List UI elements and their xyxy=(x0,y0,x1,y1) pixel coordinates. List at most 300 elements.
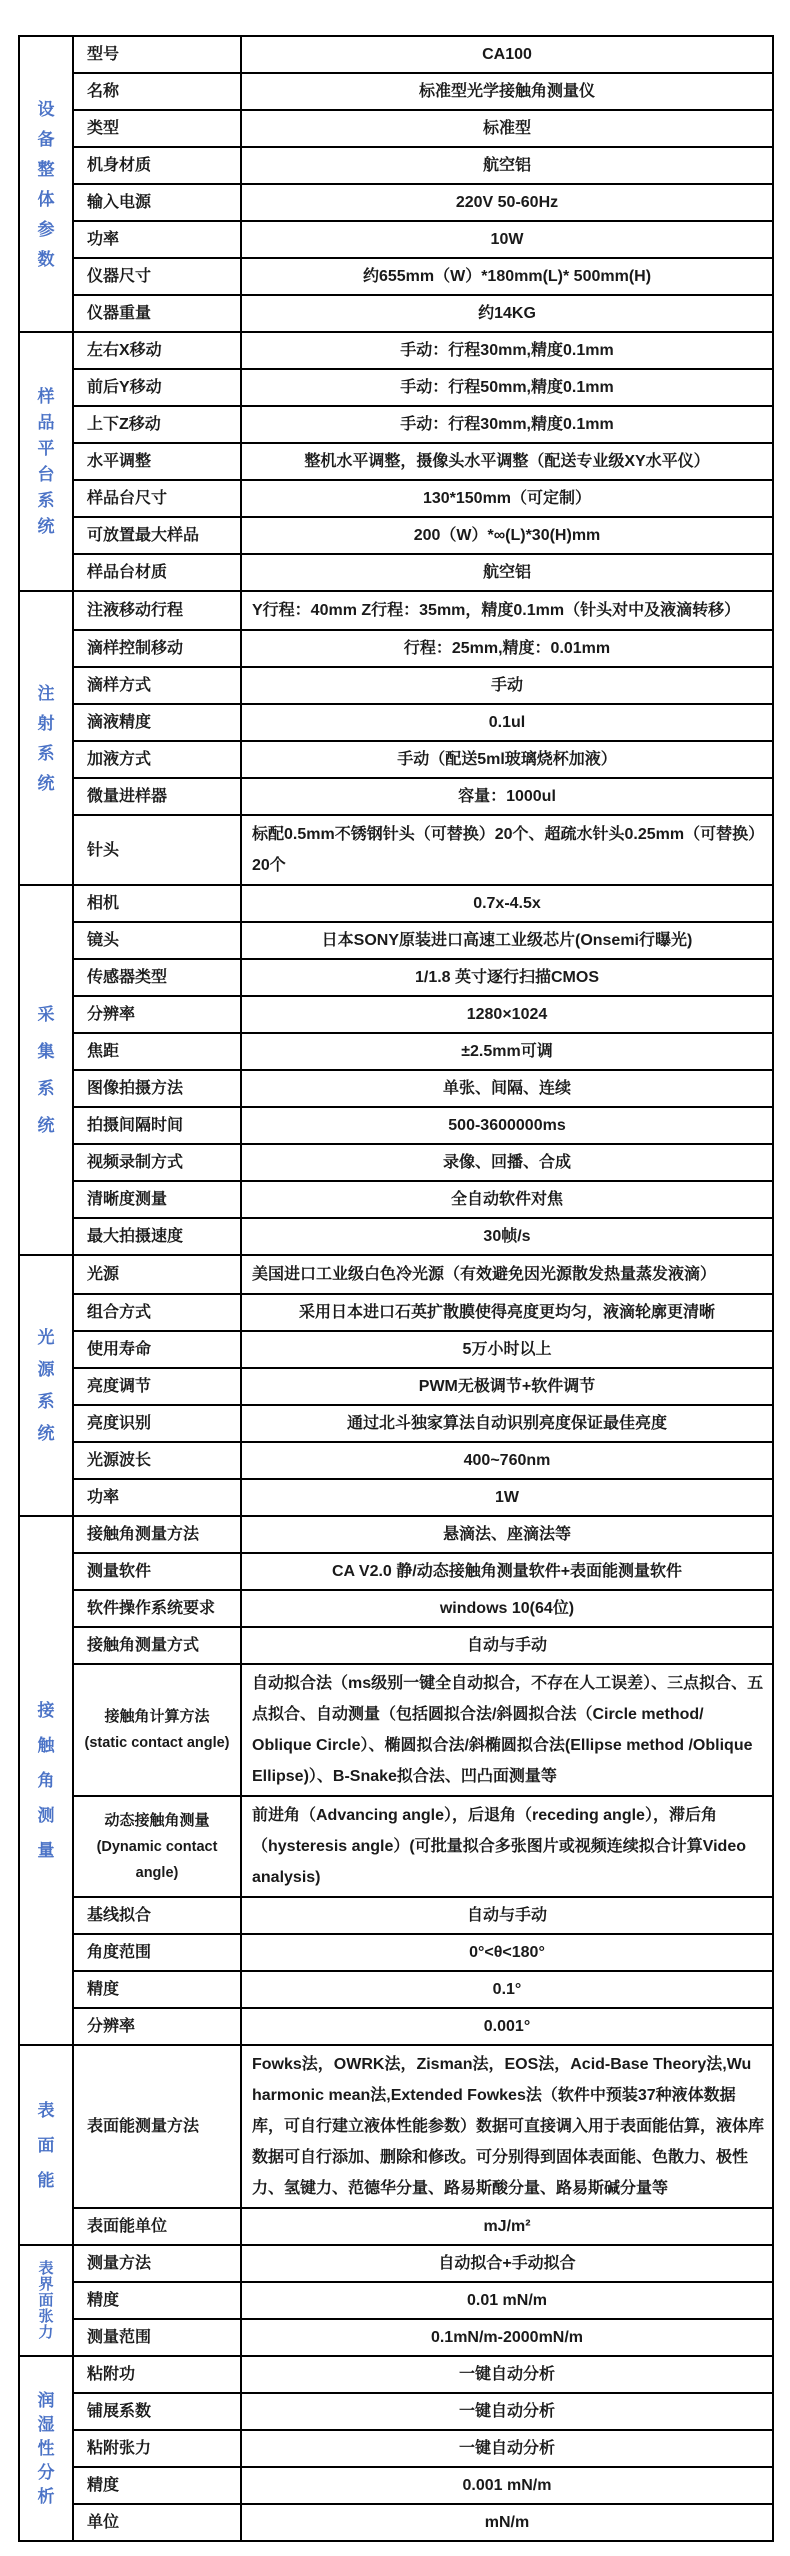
value-cell: 手动：行程30mm,精度0.1mm xyxy=(241,406,773,443)
param-cell xyxy=(73,2282,241,2319)
param-cell xyxy=(73,1255,241,1294)
spec-section xyxy=(19,332,773,591)
param-cell xyxy=(73,2393,241,2430)
category-char: 角 xyxy=(37,1771,55,1790)
spec-row xyxy=(19,741,773,778)
spec-row xyxy=(19,443,773,480)
category-char: 统 xyxy=(37,1424,55,1443)
param-label: 传感器类型 xyxy=(87,969,168,986)
param-cell xyxy=(73,110,241,147)
category-cell xyxy=(19,1255,73,1516)
param-cell xyxy=(73,1070,241,1107)
spec-row xyxy=(19,1033,773,1070)
value-cell: ±2.5mm可调 xyxy=(241,1033,773,1070)
spec-row xyxy=(19,1144,773,1181)
spec-row xyxy=(19,922,773,959)
category-char: 系 xyxy=(37,491,55,510)
category-label xyxy=(22,1702,70,1859)
param-label: 微量进样器 xyxy=(87,788,168,805)
param-label: 滴样方式 xyxy=(87,677,152,694)
spec-row xyxy=(19,1107,773,1144)
param-cell xyxy=(73,2245,241,2282)
category-char: 力 xyxy=(38,2324,54,2341)
param-cell xyxy=(73,1971,241,2008)
param-label: 铺展系数 xyxy=(87,2403,152,2420)
spec-row xyxy=(19,147,773,184)
param-label: 拍摄间隔时间 xyxy=(87,1117,184,1134)
param-cell xyxy=(73,1442,241,1479)
param-label: 类型 xyxy=(87,120,120,137)
param-cell xyxy=(73,2467,241,2504)
value-cell: 自动拟合法（ms级别一键全自动拟合，不存在人工误差）、三点拟合、五点拟合、自动测量（包括圆拟合法/斜圆拟合法（Circle method/ Oblique Circle）、椭圆拟合法/斜椭圆拟合法(Ellipse method /Oblique Ellipse)）、B-Snake拟合法、凹凸面测量等 xyxy=(241,1664,773,1796)
value-cell: 1280×1024 xyxy=(241,996,773,1033)
value-cell: 标准型光学接触角测量仪 xyxy=(241,73,773,110)
spec-section xyxy=(19,591,773,885)
param-label: 视频录制方式 xyxy=(87,1154,184,1171)
value-cell: 0.001 mN/m xyxy=(241,2467,773,2504)
value-cell: 悬滴法、座滴法等 xyxy=(241,1516,773,1553)
value-cell: 一键自动分析 xyxy=(241,2393,773,2430)
category-char: 采 xyxy=(37,1005,55,1024)
param-cell xyxy=(73,147,241,184)
param-label: 样品台尺寸 xyxy=(87,490,168,507)
param-label: 测量范围 xyxy=(87,2329,152,2346)
param-cell xyxy=(73,1294,241,1331)
param-cell xyxy=(73,959,241,996)
category-char: 注 xyxy=(37,683,55,703)
param-label: 机身材质 xyxy=(87,157,152,174)
category-label xyxy=(22,2102,70,2189)
param-label: 使用寿命 xyxy=(87,1341,152,1358)
spec-row xyxy=(19,110,773,147)
spec-row xyxy=(19,1479,773,1516)
value-cell: 30帧/s xyxy=(241,1218,773,1255)
param-cell xyxy=(73,996,241,1033)
param-label: 输入电源 xyxy=(87,194,152,211)
param-label: 清晰度测量 xyxy=(87,1191,168,1208)
spec-row xyxy=(19,2430,773,2467)
spec-section xyxy=(19,36,773,332)
value-cell: 标配0.5mm不锈钢针头（可替换）20个、超疏水针头0.25mm（可替换）20个 xyxy=(241,815,773,885)
spec-row xyxy=(19,369,773,406)
param-label: 可放置最大样品 xyxy=(87,527,200,544)
param-cell xyxy=(73,36,241,73)
value-cell: 手动（配送5ml玻璃烧杯加液） xyxy=(241,741,773,778)
category-char: 样 xyxy=(37,387,55,406)
param-cell xyxy=(73,184,241,221)
spec-row xyxy=(19,2356,773,2393)
value-cell: Fowks法，OWRK法，Zisman法，EOS法，Acid-Base Theory法,Wu harmonic mean法,Extended Fowkes法（软件中预装37种液体数据库，可自行建立液体性能参数）数据可直接调入用于表面能估算，液体库数据可自行添加、删除和修改。可分别得到固体表面能、色散力、极性力、氢键力、范德华分量、路易斯酸分量、路易斯碱分量等 xyxy=(241,2045,773,2208)
spec-section xyxy=(19,2356,773,2541)
category-char: 表 xyxy=(37,2100,55,2120)
param-label: 软件操作系统要求 xyxy=(87,1600,216,1617)
category-char: 参 xyxy=(37,219,55,239)
param-cell xyxy=(73,815,241,885)
param-cell xyxy=(73,517,241,554)
param-sublabel: (Dynamic contact angle) xyxy=(96,1838,218,1881)
value-cell: 500-3600000ms xyxy=(241,1107,773,1144)
value-cell: windows 10(64位) xyxy=(241,1590,773,1627)
param-label: 功率 xyxy=(87,1489,120,1506)
param-cell xyxy=(73,258,241,295)
value-cell: 约14KG xyxy=(241,295,773,332)
spec-row xyxy=(19,554,773,591)
spec-row xyxy=(19,959,773,996)
param-label: 接触角测量方式 xyxy=(87,1637,200,1654)
param-label: 单位 xyxy=(87,2514,120,2531)
value-cell: 一键自动分析 xyxy=(241,2356,773,2393)
spec-row xyxy=(19,2467,773,2504)
param-label: 亮度调节 xyxy=(87,1378,152,1395)
value-cell: 采用日本进口石英扩散膜使得亮度更均匀，液滴轮廓更清晰 xyxy=(241,1294,773,1331)
category-label xyxy=(22,2261,70,2340)
spec-section xyxy=(19,2045,773,2245)
value-cell: 5万小时以上 xyxy=(241,1331,773,1368)
category-char: 界 xyxy=(38,2276,54,2293)
param-cell xyxy=(73,1627,241,1664)
category-label xyxy=(22,388,70,535)
spec-row xyxy=(19,221,773,258)
category-char: 集 xyxy=(37,1042,55,1061)
param-sublabel: (static contact angle) xyxy=(84,1735,230,1751)
value-cell: 手动 xyxy=(241,667,773,704)
param-label: 粘附张力 xyxy=(87,2440,152,2457)
param-label: 光源 xyxy=(87,1266,120,1283)
category-char: 面 xyxy=(38,2292,54,2309)
param-cell xyxy=(73,1590,241,1627)
spec-row xyxy=(19,667,773,704)
category-char: 系 xyxy=(37,743,55,763)
value-cell: 标准型 xyxy=(241,110,773,147)
value-cell: 录像、回播、合成 xyxy=(241,1144,773,1181)
value-cell: 通过北斗独家算法自动识别亮度保证最佳亮度 xyxy=(241,1405,773,1442)
param-label: 滴样控制移动 xyxy=(87,640,184,657)
param-label: 名称 xyxy=(87,83,120,100)
spec-row xyxy=(19,1405,773,1442)
category-char: 射 xyxy=(37,713,55,733)
param-cell xyxy=(73,1897,241,1934)
category-cell xyxy=(19,2245,73,2356)
param-cell xyxy=(73,1368,241,1405)
param-label: 分辨率 xyxy=(87,1006,136,1023)
param-cell xyxy=(73,1516,241,1553)
spec-row xyxy=(19,885,773,922)
param-label: 粘附功 xyxy=(87,2366,136,2383)
param-cell xyxy=(73,73,241,110)
param-cell xyxy=(73,591,241,630)
param-label: 精度 xyxy=(87,1981,120,1998)
param-label: 动态接触角测量 xyxy=(104,1811,210,1829)
value-cell: 前进角（Advancing angle），后退角（receding angle），滞后角（hysteresis angle）(可批量拟合多张图片或视频连续拟合计算Video analysis) xyxy=(241,1796,773,1897)
spec-row xyxy=(19,1294,773,1331)
category-char: 体 xyxy=(37,189,55,209)
param-cell xyxy=(73,1033,241,1070)
param-cell xyxy=(73,2356,241,2393)
spec-section xyxy=(19,2245,773,2356)
param-label: 表面能单位 xyxy=(87,2218,168,2235)
category-label xyxy=(22,2392,70,2505)
category-char: 系 xyxy=(37,1079,55,1098)
value-cell: 容量：1000ul xyxy=(241,778,773,815)
param-label: 组合方式 xyxy=(87,1304,152,1321)
category-char: 测 xyxy=(37,1806,55,1825)
value-cell: 美国进口工业级白色冷光源（有效避免因光源散发热量蒸发液滴） xyxy=(241,1255,773,1294)
value-cell: 一键自动分析 xyxy=(241,2430,773,2467)
category-char: 润 xyxy=(37,2391,55,2410)
value-cell: 自动拟合+手动拟合 xyxy=(241,2245,773,2282)
param-cell xyxy=(73,480,241,517)
param-cell xyxy=(73,2045,241,2208)
param-cell xyxy=(73,1553,241,1590)
spec-row xyxy=(19,258,773,295)
spec-row xyxy=(19,406,773,443)
category-char: 数 xyxy=(37,249,55,269)
spec-section xyxy=(19,885,773,1255)
category-char: 面 xyxy=(37,2135,55,2155)
category-char: 系 xyxy=(37,1392,55,1411)
spec-row xyxy=(19,2319,773,2356)
category-char: 品 xyxy=(37,413,55,432)
spec-row xyxy=(19,591,773,630)
spec-row xyxy=(19,36,773,73)
param-cell xyxy=(73,1218,241,1255)
category-cell xyxy=(19,2356,73,2541)
param-label: 分辨率 xyxy=(87,2018,136,2035)
spec-row xyxy=(19,2208,773,2245)
category-char: 设 xyxy=(37,99,55,119)
spec-row xyxy=(19,2045,773,2208)
param-label: 焦距 xyxy=(87,1043,120,1060)
value-cell: Y行程：40mm Z行程：35mm，精度0.1mm（针头对中及液滴转移） xyxy=(241,591,773,630)
spec-row xyxy=(19,1934,773,1971)
value-cell: CA100 xyxy=(241,36,773,73)
param-cell xyxy=(73,1479,241,1516)
spec-row xyxy=(19,480,773,517)
spec-row xyxy=(19,1664,773,1796)
spec-row xyxy=(19,704,773,741)
spec-row xyxy=(19,815,773,885)
category-label xyxy=(22,685,70,792)
spec-row xyxy=(19,1070,773,1107)
value-cell: 约655mm（W）*180mm(L)* 500mm(H) xyxy=(241,258,773,295)
value-cell: 0.1ul xyxy=(241,704,773,741)
value-cell: 1W xyxy=(241,1479,773,1516)
spec-table xyxy=(18,35,774,2542)
category-cell xyxy=(19,36,73,332)
param-cell xyxy=(73,1181,241,1218)
param-cell xyxy=(73,2430,241,2467)
param-label: 仪器尺寸 xyxy=(87,268,152,285)
param-label: 样品台材质 xyxy=(87,564,168,581)
param-cell xyxy=(73,221,241,258)
spec-row xyxy=(19,184,773,221)
value-cell: 日本SONY原装进口高速工业级芯片(Onsemi行曝光) xyxy=(241,922,773,959)
spec-row xyxy=(19,1255,773,1294)
param-cell xyxy=(73,295,241,332)
category-cell xyxy=(19,2045,73,2245)
param-label: 最大拍摄速度 xyxy=(87,1228,184,1245)
spec-row xyxy=(19,1971,773,2008)
spec-row xyxy=(19,2282,773,2319)
category-char: 光 xyxy=(37,1328,55,1347)
param-cell xyxy=(73,369,241,406)
spec-row xyxy=(19,2393,773,2430)
spec-section xyxy=(19,1516,773,2045)
spec-row xyxy=(19,73,773,110)
value-cell: 行程：25mm,精度：0.01mm xyxy=(241,630,773,667)
spec-row xyxy=(19,2245,773,2282)
value-cell: CA V2.0 静/动态接触角测量软件+表面能测量软件 xyxy=(241,1553,773,1590)
spec-section xyxy=(19,1255,773,1516)
param-label: 表面能测量方法 xyxy=(87,2118,200,2135)
param-cell xyxy=(73,885,241,922)
value-cell: 手动：行程30mm,精度0.1mm xyxy=(241,332,773,369)
value-cell: 0.1mN/m-2000mN/m xyxy=(241,2319,773,2356)
value-cell: 220V 50-60Hz xyxy=(241,184,773,221)
param-cell xyxy=(73,554,241,591)
param-label: 滴液精度 xyxy=(87,714,152,731)
param-cell xyxy=(73,630,241,667)
spec-row xyxy=(19,1897,773,1934)
value-cell: 130*150mm（可定制） xyxy=(241,480,773,517)
category-cell xyxy=(19,885,73,1255)
param-cell xyxy=(73,922,241,959)
param-label: 镜头 xyxy=(87,932,120,949)
value-cell: 200（W）*∞(L)*30(H)mm xyxy=(241,517,773,554)
value-cell: 10W xyxy=(241,221,773,258)
param-cell xyxy=(73,1664,241,1796)
value-cell: 1/1.8 英寸逐行扫描CMOS xyxy=(241,959,773,996)
param-label: 测量软件 xyxy=(87,1563,152,1580)
spec-row xyxy=(19,1516,773,1553)
value-cell: 单张、间隔、连续 xyxy=(241,1070,773,1107)
value-cell: 0.01 mN/m xyxy=(241,2282,773,2319)
category-char: 表 xyxy=(38,2260,54,2277)
value-cell: 手动：行程50mm,精度0.1mm xyxy=(241,369,773,406)
param-label: 上下Z移动 xyxy=(87,416,161,433)
param-cell xyxy=(73,1144,241,1181)
spec-row xyxy=(19,295,773,332)
category-label xyxy=(22,101,70,268)
category-cell xyxy=(19,1516,73,2045)
category-char: 台 xyxy=(37,465,55,484)
param-cell xyxy=(73,332,241,369)
param-cell xyxy=(73,778,241,815)
spec-row xyxy=(19,778,773,815)
category-char: 备 xyxy=(37,129,55,149)
category-char: 统 xyxy=(37,1116,55,1135)
category-char: 性 xyxy=(37,2439,55,2458)
param-label: 光源波长 xyxy=(87,1452,152,1469)
spec-row xyxy=(19,1442,773,1479)
category-char: 触 xyxy=(37,1736,55,1755)
param-cell xyxy=(73,741,241,778)
category-label xyxy=(22,1329,70,1442)
param-label: 型号 xyxy=(87,46,120,63)
value-cell: 自动与手动 xyxy=(241,1897,773,1934)
category-char: 整 xyxy=(37,159,55,179)
param-label: 仪器重量 xyxy=(87,305,152,322)
param-cell xyxy=(73,667,241,704)
value-cell: 0.001° xyxy=(241,2008,773,2045)
spec-row xyxy=(19,1796,773,1897)
category-char: 统 xyxy=(37,773,55,793)
param-cell xyxy=(73,1107,241,1144)
spec-row xyxy=(19,1590,773,1627)
category-char: 能 xyxy=(37,2170,55,2190)
param-cell xyxy=(73,2208,241,2245)
spec-row xyxy=(19,1627,773,1664)
value-cell: 0°<θ<180° xyxy=(241,1934,773,1971)
param-label: 功率 xyxy=(87,231,120,248)
category-char: 分 xyxy=(37,2463,55,2482)
param-cell xyxy=(73,2008,241,2045)
value-cell: mN/m xyxy=(241,2504,773,2541)
value-cell: 自动与手动 xyxy=(241,1627,773,1664)
category-char: 接 xyxy=(37,1701,55,1720)
value-cell: mJ/m² xyxy=(241,2208,773,2245)
spec-row xyxy=(19,630,773,667)
category-char: 源 xyxy=(37,1360,55,1379)
param-cell xyxy=(73,1331,241,1368)
param-label: 注液移动行程 xyxy=(87,602,184,619)
spec-row xyxy=(19,1181,773,1218)
value-cell: 0.1° xyxy=(241,1971,773,2008)
category-char: 湿 xyxy=(37,2415,55,2434)
param-label: 加液方式 xyxy=(87,751,152,768)
param-label: 相机 xyxy=(87,895,120,912)
param-label: 测量方法 xyxy=(87,2255,152,2272)
spec-row xyxy=(19,332,773,369)
value-cell: 航空铝 xyxy=(241,554,773,591)
category-cell xyxy=(19,591,73,885)
param-label: 接触角计算方法 xyxy=(104,1708,210,1725)
param-cell xyxy=(73,443,241,480)
param-cell xyxy=(73,704,241,741)
spec-row xyxy=(19,517,773,554)
value-cell: 整机水平调整，摄像头水平调整（配送专业级XY水平仪） xyxy=(241,443,773,480)
param-label: 基线拟合 xyxy=(87,1907,152,1924)
spec-row xyxy=(19,2008,773,2045)
param-label: 左右X移动 xyxy=(87,342,162,359)
param-label: 水平调整 xyxy=(87,453,152,470)
param-label: 针头 xyxy=(87,841,120,859)
param-cell xyxy=(73,1796,241,1897)
category-char: 量 xyxy=(37,1841,55,1860)
param-label: 图像拍摄方法 xyxy=(87,1080,184,1097)
category-cell xyxy=(19,332,73,591)
category-char: 平 xyxy=(37,439,55,458)
category-char: 析 xyxy=(37,2487,55,2506)
category-label xyxy=(22,1006,70,1134)
param-label: 精度 xyxy=(87,2292,120,2309)
value-cell: 全自动软件对焦 xyxy=(241,1181,773,1218)
value-cell: 航空铝 xyxy=(241,147,773,184)
spec-row xyxy=(19,1218,773,1255)
param-label: 亮度识别 xyxy=(87,1415,152,1432)
param-cell xyxy=(73,1405,241,1442)
param-cell xyxy=(73,2319,241,2356)
spec-row xyxy=(19,1368,773,1405)
spec-row xyxy=(19,1331,773,1368)
value-cell: 0.7x-4.5x xyxy=(241,885,773,922)
spec-row xyxy=(19,996,773,1033)
param-label: 前后Y移动 xyxy=(87,379,162,396)
spec-row xyxy=(19,1553,773,1590)
param-cell xyxy=(73,1934,241,1971)
category-char: 张 xyxy=(38,2308,54,2325)
category-char: 统 xyxy=(37,517,55,536)
